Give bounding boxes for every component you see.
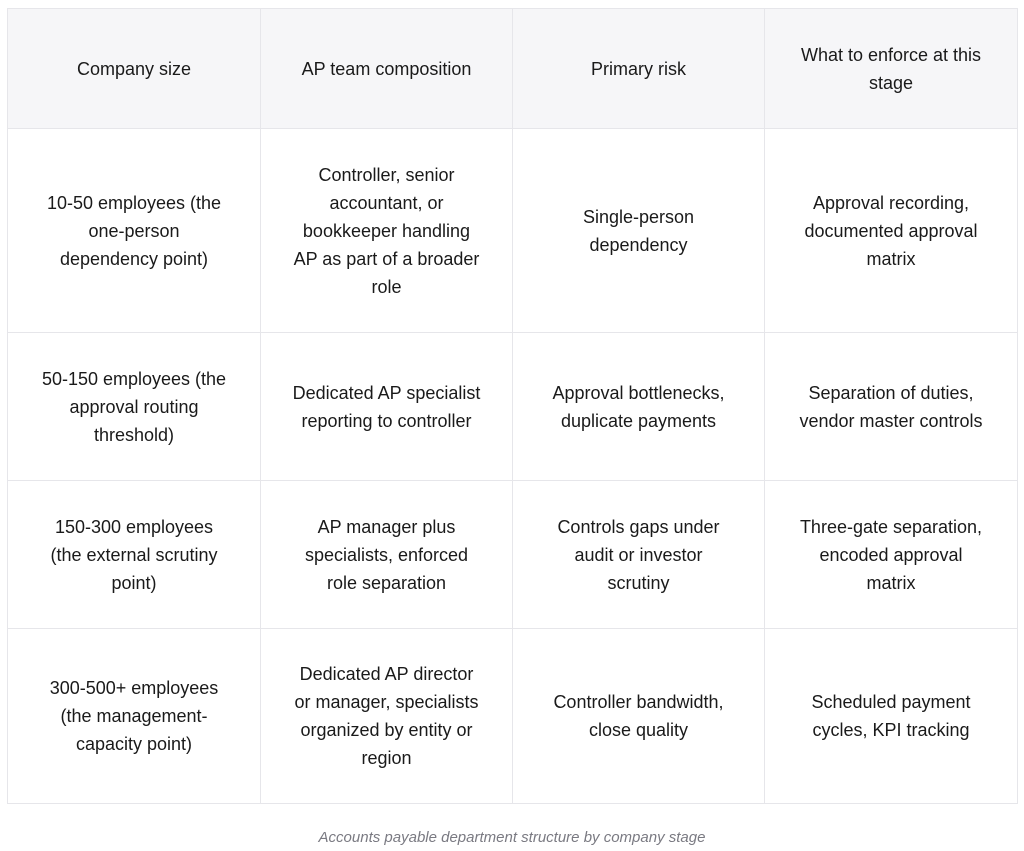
table-row bbox=[8, 333, 1018, 481]
cell-company-size: 10-50 employees (the one-person dependency point) bbox=[8, 129, 261, 333]
table-header-row bbox=[8, 9, 1018, 129]
cell-company-size: 300-500+ employees (the management-capacity point) bbox=[8, 629, 261, 804]
header-what-to-enforce: What to enforce at this stage bbox=[765, 9, 1018, 129]
ap-structure-table bbox=[7, 8, 1018, 804]
cell-primary-risk: Single-person dependency bbox=[513, 129, 765, 333]
cell-company-size: 50-150 employees (the approval routing threshold) bbox=[8, 333, 261, 481]
header-company-size: Company size bbox=[8, 9, 261, 129]
cell-primary-risk: Controller bandwidth, close quality bbox=[513, 629, 765, 804]
cell-company-size: 150-300 employees (the external scrutiny point) bbox=[8, 481, 261, 629]
table-row bbox=[8, 629, 1018, 804]
cell-ap-team-composition: Dedicated AP specialist reporting to controller bbox=[261, 333, 513, 481]
cell-ap-team-composition: Dedicated AP director or manager, specialists organized by entity or region bbox=[261, 629, 513, 804]
table-row bbox=[8, 481, 1018, 629]
table-row bbox=[8, 129, 1018, 333]
cell-what-to-enforce: Three-gate separation, encoded approval matrix bbox=[765, 481, 1018, 629]
ap-structure-table-container bbox=[7, 8, 1017, 804]
header-ap-team-composition: AP team composition bbox=[261, 9, 513, 129]
cell-what-to-enforce: Scheduled payment cycles, KPI tracking bbox=[765, 629, 1018, 804]
table-caption: Accounts payable department structure by company stage bbox=[318, 829, 706, 846]
cell-primary-risk: Approval bottlenecks, duplicate payments bbox=[513, 333, 765, 481]
cell-primary-risk: Controls gaps under audit or investor scrutiny bbox=[513, 481, 765, 629]
cell-what-to-enforce: Approval recording, documented approval matrix bbox=[765, 129, 1018, 333]
cell-what-to-enforce: Separation of duties, vendor master controls bbox=[765, 333, 1018, 481]
cell-ap-team-composition: AP manager plus specialists, enforced role separation bbox=[261, 481, 513, 629]
cell-ap-team-composition: Controller, senior accountant, or bookkeeper handling AP as part of a broader role bbox=[261, 129, 513, 333]
header-primary-risk: Primary risk bbox=[513, 9, 765, 129]
